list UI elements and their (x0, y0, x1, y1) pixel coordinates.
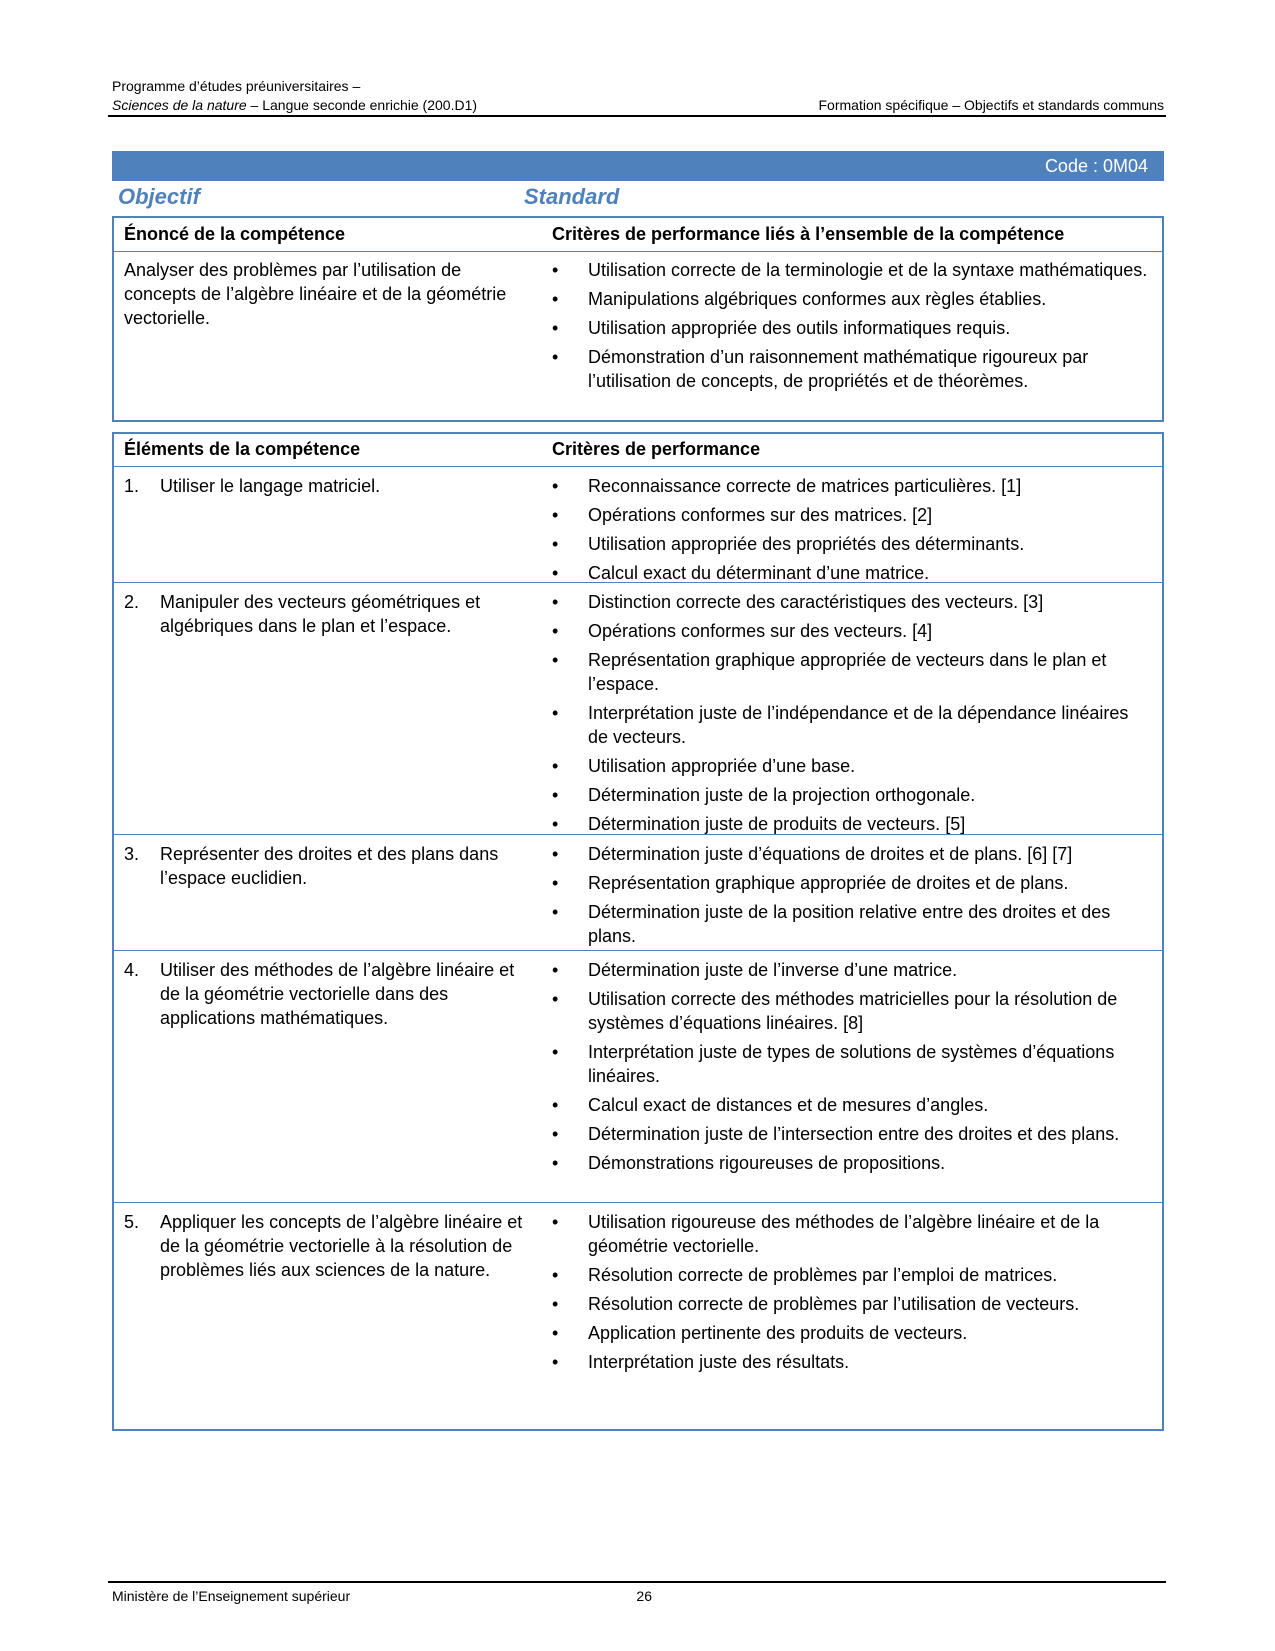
footer (112, 1588, 652, 1604)
page-number: 26 (636, 1588, 652, 1604)
list-item: • Utilisation correcte de la terminologie et de la syntaxe mathématiques. (552, 258, 1148, 282)
table-row (114, 582, 1162, 835)
table-row (114, 466, 1162, 583)
header-line2 (112, 97, 1164, 113)
list-item: • Détermination juste de la projection orthogonale. (552, 783, 1148, 807)
list-item: • Distinction correcte des caractéristiques des vecteurs. [3] (552, 590, 1148, 614)
list-item: • Opérations conformes sur des matrices. [2] (552, 503, 1148, 527)
list-item: • Utilisation appropriée des propriétés des déterminants. (552, 532, 1148, 556)
objectif-heading: Objectif (118, 184, 200, 209)
footer-rule (108, 1581, 1166, 1583)
element-number: 1. (124, 476, 140, 496)
element-label: Représenter des droites et des plans dans l’espace euclidien. (160, 844, 499, 888)
header-program-name: Sciences de la nature – Langue seconde enrichie (200.D1) (112, 97, 478, 113)
list-item: • Opérations conformes sur des vecteurs. [4] (552, 619, 1148, 643)
list-item: • Représentation graphique appropriée de droites et de plans. (552, 871, 1148, 895)
list-item: • Détermination juste de la position relative entre des droites et des plans. (552, 900, 1148, 948)
criteria-list (552, 842, 1152, 953)
criteres-heading: Critères de performance (552, 439, 761, 459)
element-number: 5. (124, 1212, 140, 1232)
list-item: • Résolution correcte de problèmes par l’emploi de matrices. (552, 1263, 1148, 1287)
element-label: Appliquer les concepts de l’algèbre linéaire et de la géométrie vectorielle à la résolution de problèmes liés aux sciences de la nature. (160, 1212, 523, 1280)
criteria-list (552, 958, 1152, 1180)
header-section: Formation spécifique – Objectifs et standards communs (818, 97, 1164, 113)
list-item: • Manipulations algébriques conformes aux règles établies. (552, 287, 1148, 311)
elements-heading: Éléments de la compétence (124, 439, 361, 459)
code-bar (112, 151, 1164, 181)
list-item: • Application pertinente des produits de vecteurs. (552, 1321, 1148, 1345)
criteria-list (552, 1210, 1152, 1379)
enonce-heading: Énoncé de la compétence (124, 224, 346, 244)
element-label: Manipuler des vecteurs géométriques et algébriques dans le plan et l’espace. (160, 592, 481, 636)
competence-header-row (114, 218, 1162, 252)
competence-criteria-list (552, 258, 1148, 393)
list-item: • Interprétation juste des résultats. (552, 1350, 1148, 1374)
table-row (114, 950, 1162, 1203)
criteria-list (552, 474, 1152, 590)
list-item: • Calcul exact de distances et de mesures d’angles. (552, 1093, 1148, 1117)
list-item: • Utilisation appropriée d’une base. (552, 754, 1148, 778)
list-item: • Démonstrations rigoureuses de propositions. (552, 1151, 1148, 1175)
list-item: • Utilisation appropriée des outils informatiques requis. (552, 316, 1148, 340)
list-item: • Détermination juste de l’inverse d’une matrice. (552, 958, 1148, 982)
list-item: • Calcul exact du déterminant d’une matrice. (552, 561, 1148, 585)
element-number: 4. (124, 960, 140, 980)
code-label: Code : 0M04 (1044, 155, 1148, 176)
list-item: • Détermination juste d’équations de droites et de plans. [6] [7] (552, 842, 1148, 866)
list-item: • Représentation graphique appropriée de vecteurs dans le plan et l’espace. (552, 648, 1148, 696)
table-row (114, 834, 1162, 951)
element-label: Utiliser des méthodes de l’algèbre linéaire et de la géométrie vectorielle dans des applications mathématiques. (160, 960, 515, 1028)
element-number: 3. (124, 844, 140, 864)
elements-header-row (114, 434, 1162, 467)
header-program: Programme d’études préuniversitaires – (112, 78, 361, 94)
footer-ministry: Ministère de l’Enseignement supérieur (112, 1588, 351, 1604)
list-item: • Interprétation juste de l’indépendance et de la dépendance linéaires de vecteurs. (552, 701, 1148, 749)
list-item: • Détermination juste de l’intersection entre des droites et des plans. (552, 1122, 1148, 1146)
list-item: • Utilisation rigoureuse des méthodes de l’algèbre linéaire et de la géométrie vectorielle. (552, 1210, 1148, 1258)
list-item: • Résolution correcte de problèmes par l’utilisation de vecteurs. (552, 1292, 1148, 1316)
element-label: Utiliser le langage matriciel. (160, 476, 381, 496)
table-row (114, 1202, 1162, 1429)
criteres-ensemble-heading: Critères de performance liés à l’ensemble de la compétence (552, 224, 1065, 244)
column-headings (112, 184, 1164, 212)
element-number: 2. (124, 592, 140, 612)
competence-statement: Analyser des problèmes par l’utilisation de concepts de l’algèbre linéaire et de la géométrie vectorielle. (124, 260, 507, 328)
standard-heading: Standard (524, 184, 620, 209)
criteria-list (552, 590, 1152, 841)
elements-table (112, 432, 1164, 1431)
list-item: • Détermination juste de produits de vecteurs. [5] (552, 812, 1148, 836)
list-item: • Utilisation correcte des méthodes matricielles pour la résolution de systèmes d’équations linéaires. [8] (552, 987, 1148, 1035)
header-rule (108, 115, 1166, 117)
competence-table (112, 216, 1164, 422)
list-item: • Démonstration d’un raisonnement mathématique rigoureux par l’utilisation de concepts, de propriétés et de théorèmes. (552, 345, 1148, 393)
list-item: • Interprétation juste de types de solutions de systèmes d’équations linéaires. (552, 1040, 1148, 1088)
list-item: • Reconnaissance correcte de matrices particulières. [1] (552, 474, 1148, 498)
